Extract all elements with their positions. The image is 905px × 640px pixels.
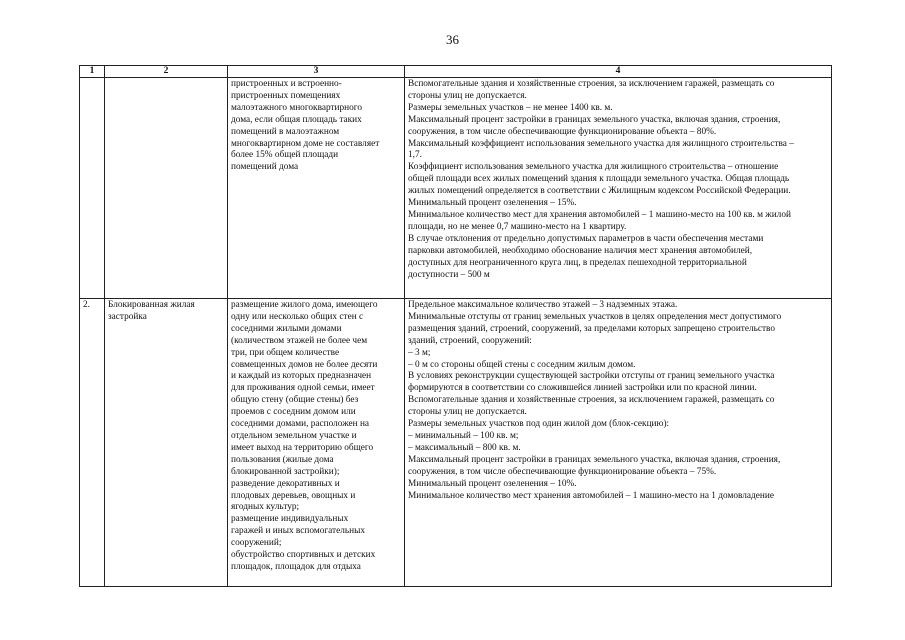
parameters-cell <box>405 78 832 299</box>
table-row <box>80 78 832 299</box>
use-description-cell <box>228 299 405 587</box>
table-row <box>80 299 832 587</box>
header-col-1: 1 <box>80 66 105 78</box>
use-description: пристроенных и встроенно- пристроенных помещениях малоэтажного многоквартирного дома, если общая площадь таких помещений в малоэтажном многоквартирном доме не составляет более 15% общей площади помещений дома <box>231 79 380 173</box>
use-name-cell <box>105 299 228 587</box>
use-description-cell <box>228 78 405 299</box>
parameters-text: Вспомогательные здания и хозяйственные строения, за исключением гаражей, размещать со стороны улиц не допускается. Размеры земельных участков – не менее 1400 кв. м. Максимальный процент застройки в границах земельного участка, включая здания, строения, сооружения, в том числе обеспечивающие функционирование объекта – 80%. Максимальный коэффициент использования земельного участка для жилищного строительства – 1,7. Коэффициент использования земельного участка для жилищного строительства – отношение общей площади всех жилых помещений здания к площади земельного участка. Общая площадь жилых помещений определяется в соответствии с Жилищным кодексом Российской Федерации. Минимальный процент озеленения – 15%. Минимальное количество мест для хранения автомобилей – 1 машино-место на 100 кв. м жилой площади, но не менее 0,7 машино-место на 1 квартиру. В случае отклонения от предельно допустимых параметров в части обеспечения местами парковки автомобилей, необходимо обоснование наличия мест хранения автомобилей, доступных для неограниченного круга лиц, в пределах пешеходной территориальной доступности – 500 м <box>408 79 794 280</box>
row-number-cell <box>80 78 105 299</box>
page-number: 36 <box>446 32 459 47</box>
row-number: 2. <box>83 300 90 310</box>
header-col-3: 3 <box>228 66 405 78</box>
header-row <box>80 66 832 78</box>
header-col-2: 2 <box>105 66 228 78</box>
header-col-4: 4 <box>405 66 832 78</box>
parameters-cell <box>405 299 832 587</box>
use-description: размещение жилого дома, имеющего одну или несколько общих стен с соседними жилыми домами (количеством этажей не более чем три, при общем количестве совмещенных домов не более десяти и каждый из которых предназначен для проживания одной семьи, имеет общую стену (общие стены) без проемов с соседним домом или соседними домами, расположен на отдельном земельном участке и имеет выход на территорию общего пользования (жилые дома блокированной застройки); разведение декоративных и плодовых деревьев, овощных и ягодных культур; размещение индивидуальных гаражей и иных вспомогательных сооружений; обустройство спортивных и детских площадок, площадок для отдыха <box>231 300 378 572</box>
use-name: Блокированная жилая застройка <box>108 300 195 322</box>
parameters-text: Предельное максимальное количество этажей – 3 надземных этажа. Минимальные отступы от границ земельных участков в целях определения мест допустимого размещения зданий, строений, сооружений, за пределами которых запрещено строительство зданий, строений, сооружений: – 3 м; – 0 м со стороны общей стены с соседним жилым домом. В условиях реконструкции существующей застройки отступы от границ земельного участка формируются в соответствии со сложившейся линией застройки или по красной линии. Вспомогательные здания и хозяйственные строения, за исключением гаражей, размещать со стороны улиц не допускается. Размеры земельных участков под один жилой дом (блок-секцию): – минимальный – 100 кв. м; – максимальный – 800 кв. м. Максимальный процент застройки в границах земельного участка, включая здания, строения, сооружения, в том числе обеспечивающие функционирование объекта – 75%. Минимальный процент озеленения – 10%. Минимальное количество мест хранения автомобилей – 1 машино-место на 1 домовладение <box>408 300 782 501</box>
use-name-cell <box>105 78 228 299</box>
row-number-cell <box>80 299 105 587</box>
regulations-table <box>79 65 832 587</box>
